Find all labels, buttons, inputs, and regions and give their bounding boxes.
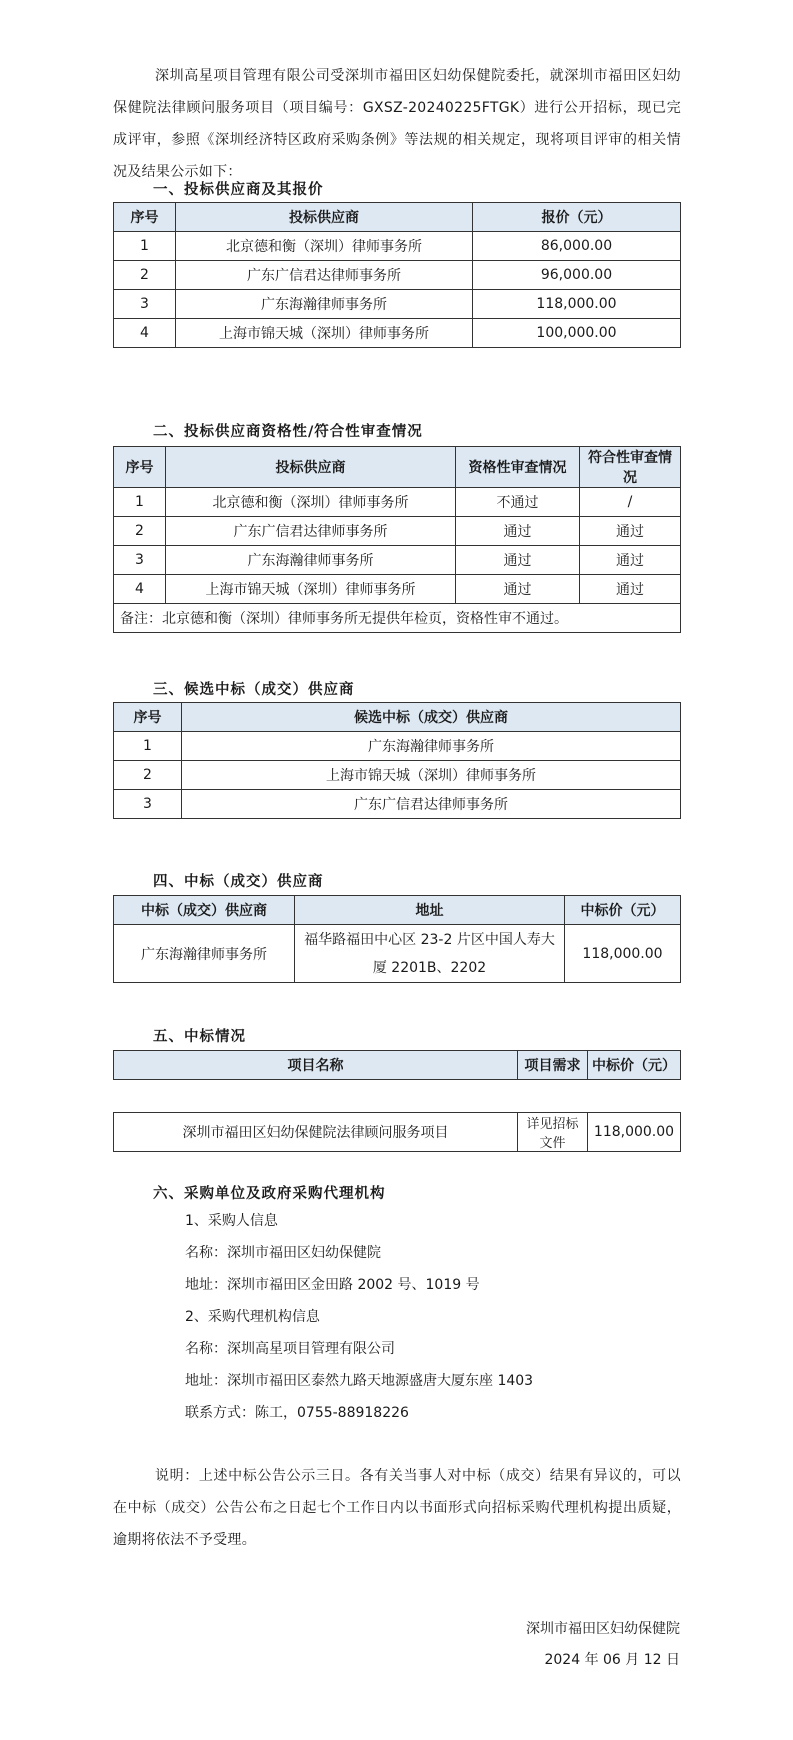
column-header: 符合性审查情况 [580,447,681,488]
intro-paragraph: 深圳高星项目管理有限公司受深圳市福田区妇幼保健院委托，就深圳市福田区妇幼保健院法律顾问服务项目（项目编号：GXSZ-20240225FTGK）进行公开招标，现已完成评审，参照《深圳经济特区政府采购条例》等法规的相关规定，现将项目评审的相关情况及结果公示如下： [113,68,681,180]
row-number: 4 [114,319,176,348]
supplier-name: 广东广信君达律师事务所 [166,517,456,546]
winning-supplier-name: 广东海瀚律师事务所 [114,925,295,983]
column-header: 资格性审查情况 [456,447,580,488]
column-header: 投标供应商 [176,203,473,232]
row-number: 3 [114,546,166,575]
signature-date: 2024 年 06 月 12 日 [544,1652,680,1668]
bid-price: 96,000.00 [473,261,681,290]
conformity-result: 通过 [580,546,681,575]
row-number: 2 [114,261,176,290]
column-header: 中标价（元） [565,896,681,925]
table-note-row [114,604,681,633]
supplier-address: 福华路福田中心区 23-2 片区中国人寿大厦 2201B、2202 [295,925,565,983]
agency-address: 地址：深圳市福田区泰然九路天地源盛唐大厦东座 1403 [185,1373,534,1389]
column-header: 项目名称 [114,1051,518,1080]
column-header: 序号 [114,203,176,232]
table-row [114,261,681,290]
row-number: 3 [114,790,182,819]
table-row [114,1113,681,1152]
table-header-row [114,447,681,488]
agency-info-heading: 2、采购代理机构信息 [185,1309,320,1325]
table-row [114,732,681,761]
table-row [114,319,681,348]
qualification-result: 不通过 [456,488,580,517]
supplier-name: 北京德和衡（深圳）律师事务所 [166,488,456,517]
section3-title: 三、候选中标（成交）供应商 [153,682,355,698]
table-row [114,575,681,604]
supplier-name: 广东广信君达律师事务所 [176,261,473,290]
project-name: 深圳市福田区妇幼保健院法律顾问服务项目 [114,1113,518,1152]
table-row [114,290,681,319]
table-row [114,232,681,261]
purchaser-info-heading: 1、采购人信息 [185,1213,278,1229]
section1-title: 一、投标供应商及其报价 [153,182,324,198]
supplier-name: 广东海瀚律师事务所 [176,290,473,319]
section5-title: 五、中标情况 [153,1029,246,1045]
bid-price: 100,000.00 [473,319,681,348]
table-row [114,761,681,790]
table-row [114,546,681,575]
row-number: 3 [114,290,176,319]
winning-price: 118,000.00 [565,925,681,983]
column-header: 中标（成交）供应商 [114,896,295,925]
column-header: 投标供应商 [166,447,456,488]
qualification-review-table [113,446,681,633]
signature-organization: 深圳市福田区妇幼保健院 [526,1621,680,1637]
candidate-name: 广东海瀚律师事务所 [182,732,681,761]
column-header: 序号 [114,703,182,732]
table-row [114,925,681,983]
bid-price: 86,000.00 [473,232,681,261]
supplier-name: 北京德和衡（深圳）律师事务所 [176,232,473,261]
row-number: 4 [114,575,166,604]
qualification-result: 通过 [456,517,580,546]
bid-price: 118,000.00 [473,290,681,319]
table-header-row [114,203,681,232]
bid-price-table [113,202,681,348]
award-header-table [113,1050,681,1080]
row-number: 1 [114,488,166,517]
row-number: 2 [114,761,182,790]
qualification-result: 通过 [456,575,580,604]
row-number: 2 [114,517,166,546]
award-detail-table [113,1112,681,1152]
section4-title: 四、中标（成交）供应商 [153,874,324,890]
conformity-result: 通过 [580,575,681,604]
table-row [114,790,681,819]
table-header-row [114,896,681,925]
winning-supplier-table [113,895,681,983]
table-header-row [114,703,681,732]
column-header: 序号 [114,447,166,488]
award-price: 118,000.00 [588,1113,681,1152]
agency-name: 名称：深圳高星项目管理有限公司 [185,1341,395,1357]
section2-title: 二、投标供应商资格性/符合性审查情况 [153,424,423,440]
column-header: 报价（元） [473,203,681,232]
supplier-name: 上海市锦天城（深圳）律师事务所 [166,575,456,604]
supplier-name: 上海市锦天城（深圳）律师事务所 [176,319,473,348]
candidate-name: 广东广信君达律师事务所 [182,790,681,819]
purchaser-name: 名称：深圳市福田区妇幼保健院 [185,1245,381,1261]
explanation-paragraph: 说明：上述中标公告公示三日。各有关当事人对中标（成交）结果有异议的，可以在中标（成交）公告公布之日起七个工作日内以书面形式向招标采购代理机构提出质疑，逾期将依法不予受理。 [113,1468,681,1548]
conformity-result: 通过 [580,517,681,546]
project-requirement: 详见招标文件 [518,1113,588,1152]
review-note: 备注：北京德和衡（深圳）律师事务所无提供年检页，资格性审不通过。 [114,604,681,633]
column-header: 中标价（元） [588,1051,681,1080]
table-header-row [114,1051,681,1080]
table-row [114,517,681,546]
section6-title: 六、采购单位及政府采购代理机构 [153,1186,386,1202]
candidate-supplier-table [113,702,681,819]
row-number: 1 [114,232,176,261]
column-header: 候选中标（成交）供应商 [182,703,681,732]
agency-contact: 联系方式：陈工，0755-88918226 [185,1405,409,1421]
conformity-result: / [580,488,681,517]
qualification-result: 通过 [456,546,580,575]
table-row [114,488,681,517]
row-number: 1 [114,732,182,761]
column-header: 项目需求 [518,1051,588,1080]
column-header: 地址 [295,896,565,925]
supplier-name: 广东海瀚律师事务所 [166,546,456,575]
purchaser-address: 地址：深圳市福田区金田路 2002 号、1019 号 [185,1277,480,1293]
candidate-name: 上海市锦天城（深圳）律师事务所 [182,761,681,790]
